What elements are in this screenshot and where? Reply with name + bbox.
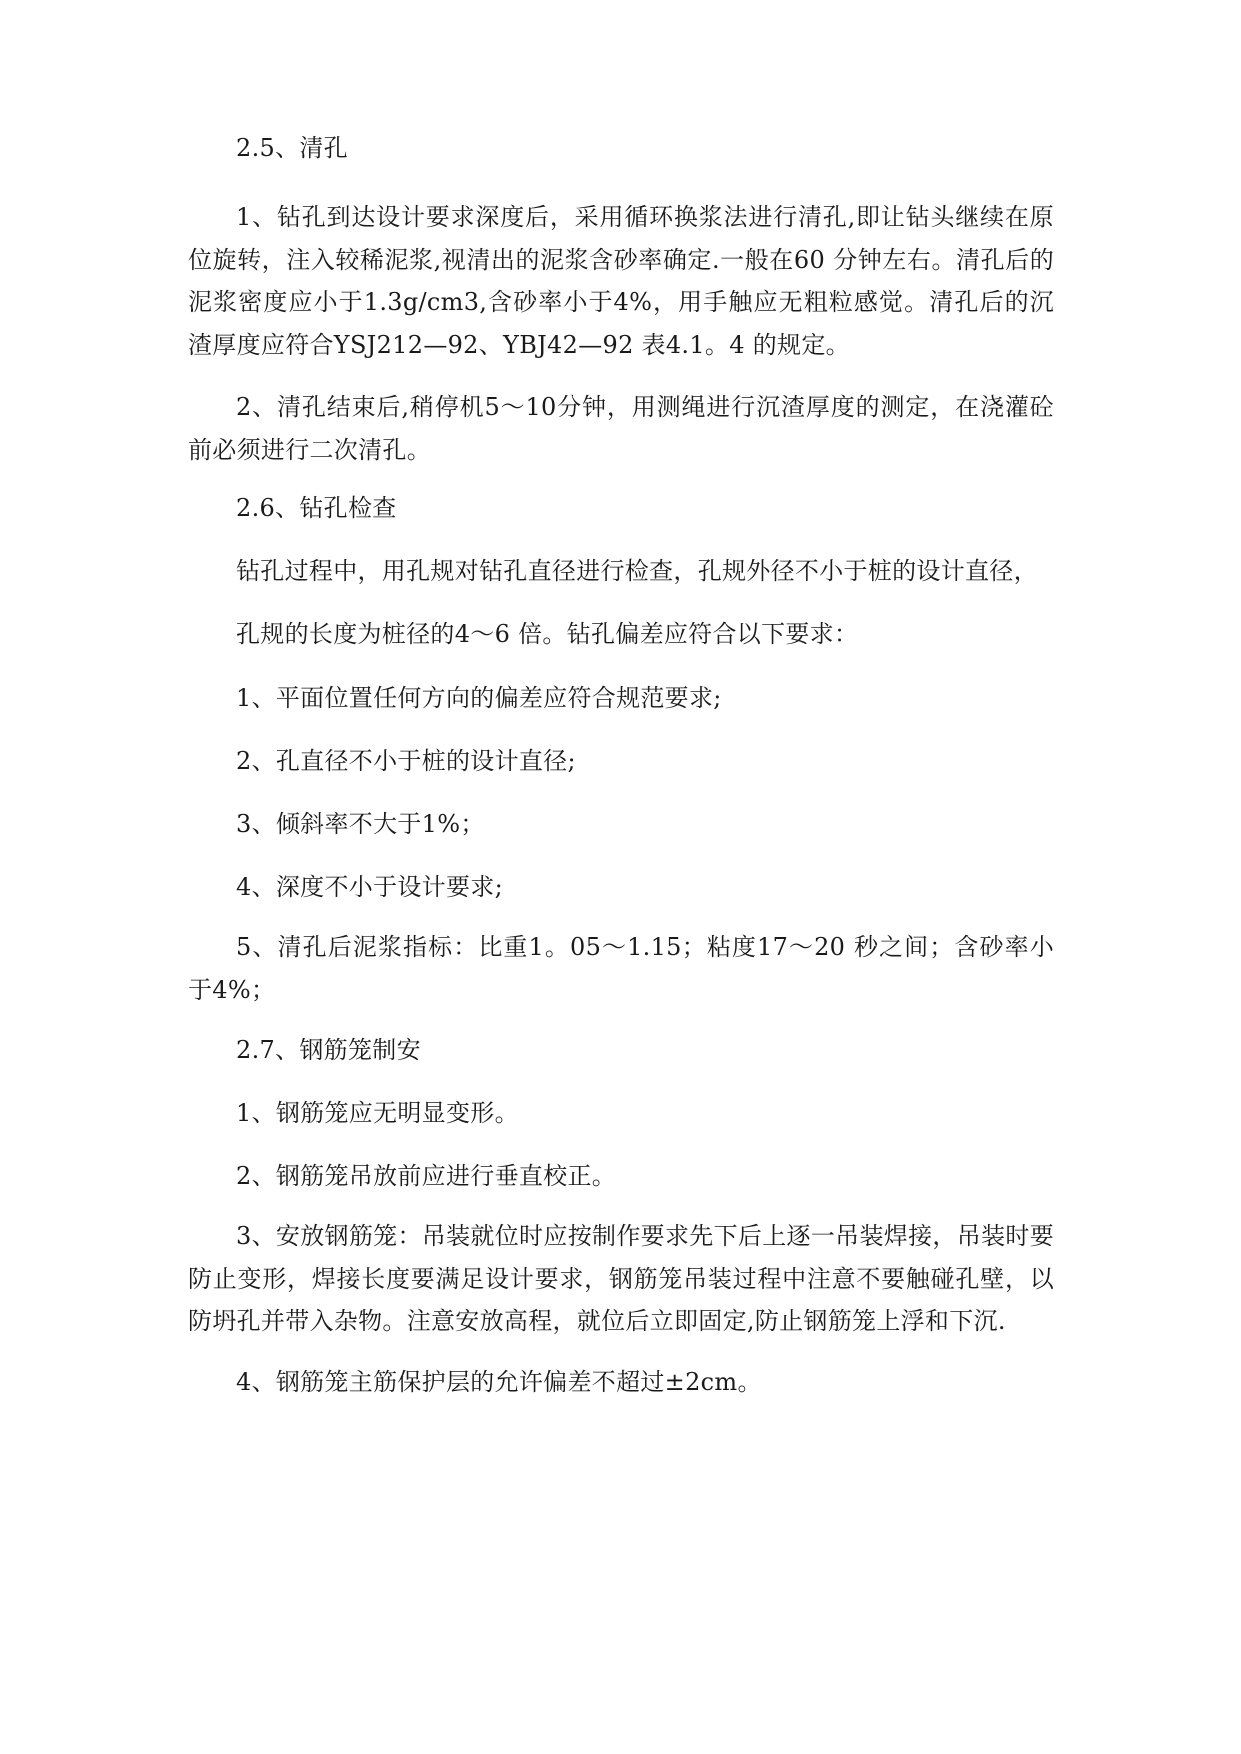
list-item-hole-check-4: 4、深度不小于设计要求; <box>236 873 503 901</box>
list-item-hole-check-3: 3、倾斜率不大于1%； <box>236 810 485 838</box>
list-item-cage-2: 2、钢筋笼吊放前应进行垂直校正。 <box>236 1162 617 1190</box>
list-item-hole-check-1: 1、平面位置任何方向的偏差应符合规范要求; <box>236 684 722 712</box>
paragraph-clean-hole-2: 2、清孔结束后,稍停机5～10分钟，用测绳进行沉渣厚度的测定，在浇灌砼前必须进行二次清孔。 <box>188 393 1054 464</box>
section-heading-2-7: 2.7、钢筋笼制安 <box>236 1036 421 1064</box>
paragraph-hole-check-intro-2: 孔规的长度为桩径的4～6 倍。钻孔偏差应符合以下要求： <box>236 620 859 648</box>
section-heading-2-6: 2.6、钻孔检查 <box>236 494 397 522</box>
section-heading-2-5: 2.5、清孔 <box>236 134 348 162</box>
list-item-cage-1: 1、钢筋笼应无明显变形。 <box>236 1099 519 1127</box>
list-item-hole-check-2: 2、孔直径不小于桩的设计直径; <box>236 747 576 775</box>
list-item-cage-3: 3、安放钢筋笼：吊装就位时应按制作要求先下后上逐一吊装焊接，吊装时要防止变形，焊接长度要满足设计要求，钢筋笼吊装过程中注意不要触碰孔壁，以防坍孔并带入杂物。注意安放高程，就位后立即固定,防止钢筋笼上浮和下沉. <box>188 1222 1054 1335</box>
paragraph-hole-check-intro-1: 钻孔过程中，用孔规对钻孔直径进行检查，孔规外径不小于桩的设计直径， <box>236 557 1038 585</box>
list-item-cage-4: 4、钢筋笼主筋保护层的允许偏差不超过±2cm。 <box>236 1368 762 1396</box>
paragraph-clean-hole-1: 1、钻孔到达设计要求深度后，采用循环换浆法进行清孔,即让钻头继续在原位旋转，注入较稀泥浆,视清出的泥浆含砂率确定.一般在60 分钟左右。清孔后的泥浆密度应小于1.3g/cm3,含砂率小于4%，用手触应无粗粒感觉。清孔后的沉渣厚度应符合YSJ212—92、YBJ42—92 表4.1。4 的规定。 <box>188 203 1054 359</box>
list-item-hole-check-5: 5、清孔后泥浆指标：比重1。05～1.15；粘度17～20 秒之间；含砂率小于4%； <box>188 933 1054 1004</box>
